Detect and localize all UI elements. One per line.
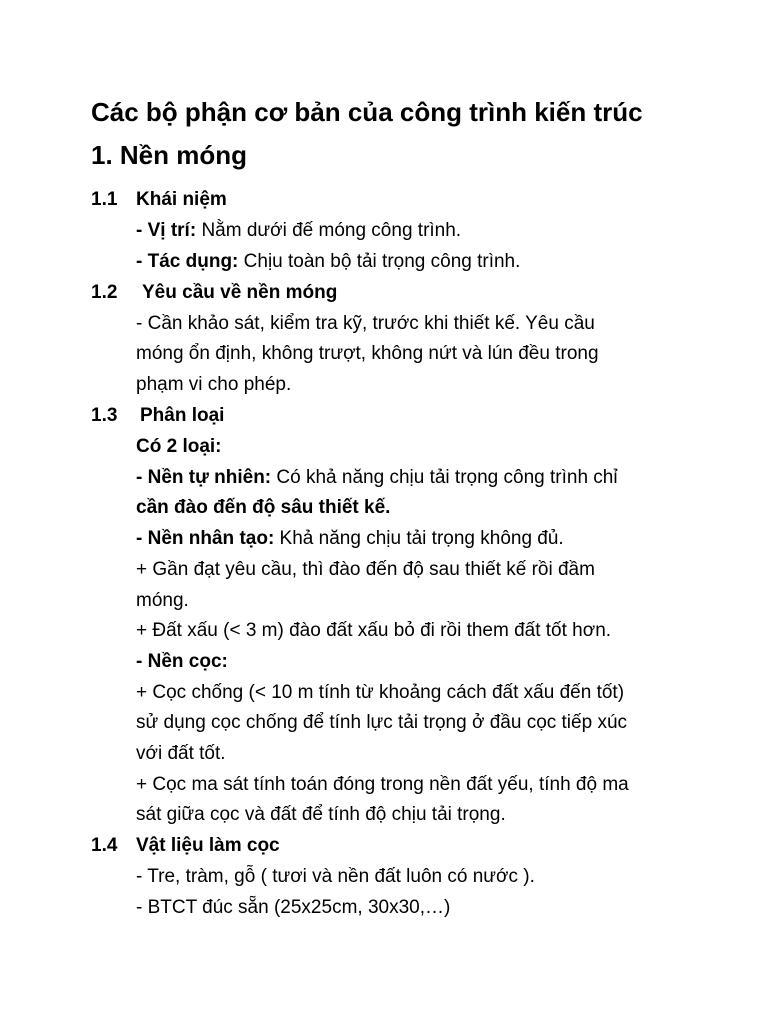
paragraph-line <box>136 250 520 274</box>
paragraph-line <box>136 219 461 243</box>
section-heading: 1. Nền móng <box>91 140 248 170</box>
term-text: Khả năng chịu tải trọng không đủ. <box>274 528 564 549</box>
paragraph-line: + Cọc chống (< 10 m tính từ khoảng cách đất xấu đến tốt) <box>136 682 625 703</box>
term-label: - Tác dụng: <box>136 251 239 272</box>
paragraph-line <box>136 527 564 551</box>
paragraph-line: móng ổn định, không trượt, không nứt và lún đều trong <box>136 343 599 364</box>
document-title: Các bộ phận cơ bản của công trình kiến trúc <box>91 97 643 127</box>
section-number: 1.4 <box>91 835 118 856</box>
paragraph-line: móng. <box>136 590 189 611</box>
paragraph-line: cần đào đến độ sâu thiết kế. <box>136 497 391 518</box>
section-title: Phân loại <box>140 405 225 426</box>
term-text: Có khả năng chịu tải trọng công trình chỉ <box>271 467 618 488</box>
term-text: Chịu toàn bộ tải trọng công trình. <box>238 251 521 272</box>
paragraph-line: với đất tốt. <box>136 743 226 764</box>
paragraph-line: sử dụng cọc chống để tính lực tải trọng ở đầu cọc tiếp xúc <box>136 712 628 733</box>
paragraph-line: sát giữa cọc và đất để tính độ chịu tải trọng. <box>136 804 506 825</box>
term-label: - Nền tự nhiên: <box>136 467 272 488</box>
section-title: Vật liệu làm cọc <box>136 835 280 856</box>
term-label: - Vị trí: <box>136 220 197 241</box>
paragraph-line: Có 2 loại: <box>136 436 222 457</box>
paragraph-line: + Đất xấu (< 3 m) đào đất xấu bỏ đi rồi them đất tốt hơn. <box>136 620 612 641</box>
paragraph-line <box>136 466 618 490</box>
section-title: Yêu cầu về nền móng <box>142 282 338 303</box>
section-title: Khái niệm <box>136 189 227 210</box>
paragraph-line: - Cần khảo sát, kiểm tra kỹ, trước khi thiết kế. Yêu cầu <box>136 313 595 334</box>
section-number: 1.1 <box>91 189 118 210</box>
paragraph-line: - Tre, tràm, gỗ ( tươi và nền đất luôn có nước ). <box>136 866 535 887</box>
section-number: 1.3 <box>91 405 118 426</box>
paragraph-line: phạm vi cho phép. <box>136 374 292 395</box>
term-label: - Nền nhân tạo: <box>136 528 275 549</box>
term-text: Nằm dưới đế móng công trình. <box>196 220 462 241</box>
paragraph-line: - BTCT đúc sẵn (25x25cm, 30x30,…) <box>136 897 451 918</box>
paragraph-line: - Nền cọc: <box>136 651 228 672</box>
paragraph-line: + Cọc ma sát tính toán đóng trong nền đất yếu, tính độ ma <box>136 774 629 795</box>
section-number: 1.2 <box>91 282 118 303</box>
paragraph-line: + Gần đạt yêu cầu, thì đào đến độ sau thiết kế rồi đầm <box>136 559 595 580</box>
